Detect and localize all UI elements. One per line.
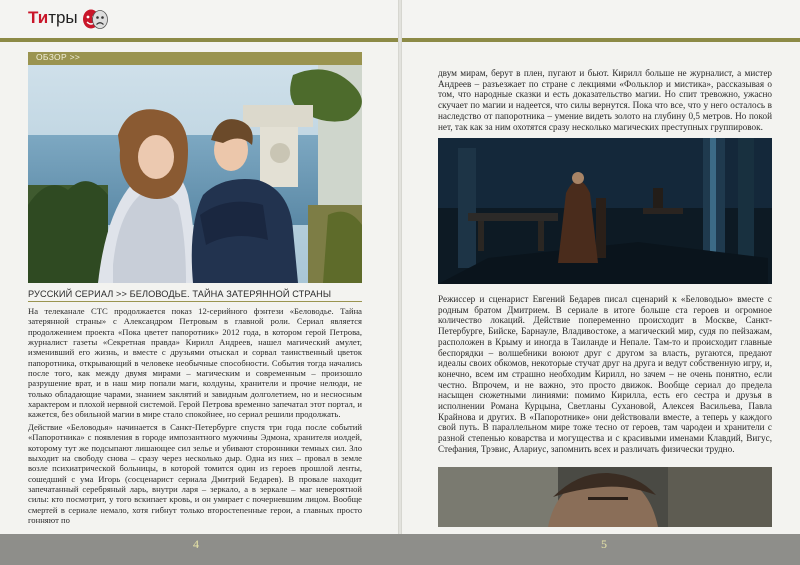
theater-masks-icon	[82, 8, 108, 30]
magazine-logo	[28, 8, 78, 28]
throne-hall-photo	[438, 138, 772, 284]
page-gutter	[398, 0, 402, 565]
right-paragraph-2: Режиссер и сценарист Евгений Бедарев писал сценарий к «Беловодью» вместе с родным братом Дмитрием. В сериале в итоге больше ста героев и огромное количество локаций. Действие попеременно происходит в Москве, Санкт-Петербурге, Бийске, Барнауле, Владивостоке, а магический мир, судя по пейзажам, расположен в Крыму и иногда в Таиланде и Непале. Там-то и происходит главные беспорядки – волшебники воюют друг с другом за власть, ругаются, предают идеалы своих обкомов, некоторые стучат друг на друга и ведут собственную игру, и, конечно, всем им страшно необходим Кирилл, но зачем – не очень понятно, если честно. Впрочем, и не важно, это просто движок. Вообще сериал до предела насыщен сюжетными линиями: помимо Кирилла, есть его сестра и друзья в исполнении Романа Курцына, Светланы Сухановой, Алексея Васильева, Павла Крайнова и других. В «Папоротнике» они действовали вместе, а теперь у каждого свой путь. В параллельном мире тоже тесно от героев, там чародеи и хранители с разной степенью коварства и могущества и с красивыми именами Клавдий, Вигус, Стефания, Трэвис, Алариус, запомнить всех и различать физически трудно.	[438, 294, 772, 454]
logo-prefix: Ти	[28, 8, 49, 27]
heading-rule	[28, 301, 362, 302]
section-tag	[28, 52, 362, 65]
section-tag-label: ОБЗОР >>	[36, 52, 81, 62]
article-paragraph-2: Действие «Беловодья» начинается в Санкт-Петербурге спустя три года после событий «Папоротника» с появления в городе импозантного мужчины Эдмона, хранителя иолдей, которому тут же подсыпают лишающее сил зелье и убивают сторонники темных сил. Зло выходит на свободу снова – сразу через несколько дыр. Одна из них – провал в земле возле психиатрической больницы, в которой томится один из героев прошлой ленты, сошедший с ума Игорь (сосценарист сериала Дмитрий Бедарев). В провале находит запечатанный серебряный ларь, внутри ларя – зеркало, а в зеркале – маг невероятной силы: кто посмотрит, у того вскипает кровь, и он умирает с почерневшим лицом. Вообще смертей в сериале немало, хотя гибнут только второстепенные герои, а главных просто гонняют по	[28, 422, 362, 526]
page-number-right: 5	[601, 537, 607, 551]
right-paragraph-1: двум мирам, берут в плен, пугают и бьют. Кирилл больше не журналист, а мистер Андреев – разъезжает по стране с лекциями «Фольклор и мистика», рассказывая о том, что народные сказки и есть доказательство магии. Но спит тревожно, ужасно скучает по магии и надеется, что силы вернутся. Пока что все, что у него осталось в наследство от папоротника – умение видеть золото на глубину 0,5 метров. Но покой нет, так как за ним охотятся сразу несколько магических преступных группировок.	[438, 68, 772, 132]
header-band-right	[402, 38, 800, 42]
logo-suffix: тры	[48, 8, 78, 27]
page-number-left: 4	[193, 537, 199, 551]
header-band-left	[0, 38, 398, 42]
page-footer	[0, 534, 800, 565]
article-heading: РУССКИЙ СЕРИАЛ >> БЕЛОВОДЬЕ. ТАЙНА ЗАТЕРЯННОЙ СТРАНЫ	[28, 289, 332, 299]
article-paragraph-1: На телеканале СТС продолжается показ 12-серийного фэнтези «Беловодье. Тайна затерянной страны» с Александром Петровым в главной роли. Сериал является продолжением проекта «Пока цветет папоротник» 2012 года, в котором герой Петрова, журналист газеты «Секретная правда» Кирилл Андреев, нашел магический амулет, изменивший его жизнь, и вместе с друзьями отыскал и сорвал таинственный цветок папоротника, открывающий в человеке необычные способности. События тогда начались после того, как между двумя мирами – магическим и современным – произошло разрушение врат, и в наш мир попали маги, колдуны, хранители и прочие нелюди, не только обладающие чарами, знанием заклятий и завидным долголетием, но и несносным характером и плохой нервной системой. Герой Петрова временно запечатал этот портал, и кажется, без обильной магии в мире стало спокойнее, но сериал решили продолжать.	[28, 306, 362, 420]
hero-closeup-photo	[438, 467, 772, 527]
couple-photo	[28, 65, 362, 283]
